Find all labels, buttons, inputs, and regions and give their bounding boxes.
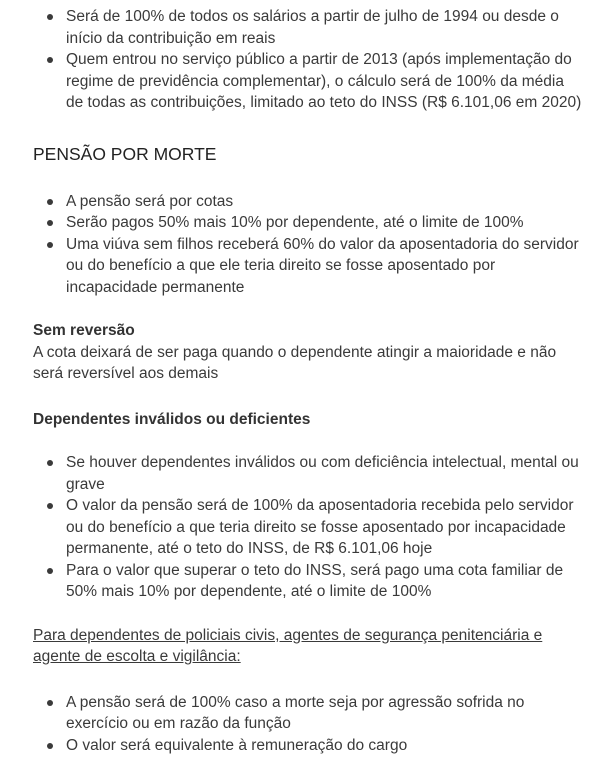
list-item: Uma viúva sem filhos receberá 60% do valor da aposentadoria do servidor ou do benefício a que ele teria direito se fosse aposentado por incapacidade permanente: [66, 234, 582, 299]
sem-reversao-text: A cota deixará de ser paga quando o dependente atingir a maioridade e não será reversível aos demais: [33, 343, 557, 382]
list-item: Quem entrou no serviço público a partir de 2013 (após implementação do regime de previdência complementar), o cálculo será de 100% da média de todas as contribuições, limitado ao teto do INSS (R$ 6.101,06 em 2020): [66, 49, 582, 114]
list-item: A pensão será por cotas: [66, 191, 582, 213]
list-item: Para o valor que superar o teto do INSS, será pago uma cota familiar de 50% mais 10% por dependente, até o limite de 100%: [66, 560, 582, 603]
pensao-heading: PENSÃO POR MORTE: [33, 143, 217, 164]
list-item: Se houver dependentes inválidos ou com deficiência intelectual, mental ou grave: [66, 452, 582, 495]
list-item: O valor da pensão será de 100% da aposentadoria recebida pelo servidor ou do benefício a que teria direito se fosse aposentado por incapacidade permanente, até o teto do INSS, de R$ 6.101,06 hoje: [66, 495, 582, 560]
policiais-text: Para dependentes de policiais civis, agentes de segurança penitenciária e agente de escolta e vigilância:: [33, 626, 543, 665]
dependentes-heading: Dependentes inválidos ou deficientes: [33, 410, 311, 428]
sem-reversao-block: [33, 320, 582, 385]
policiais-list: [33, 692, 582, 757]
pensao-list: [33, 191, 582, 299]
list-item: A pensão será de 100% caso a morte seja por agressão sofrida no exercício ou em razão da função: [66, 692, 582, 735]
sem-reversao-heading: Sem reversão: [33, 322, 135, 339]
list-item: Será de 100% de todos os salários a partir de julho de 1994 ou desde o início da contribuição em reais: [66, 6, 582, 49]
list-item: Serão pagos 50% mais 10% por dependente, até o limite de 100%: [66, 212, 582, 234]
list-item: O valor será equivalente à remuneração do cargo: [66, 735, 582, 757]
calculo-list: [33, 6, 582, 114]
dependentes-list: [33, 452, 582, 603]
